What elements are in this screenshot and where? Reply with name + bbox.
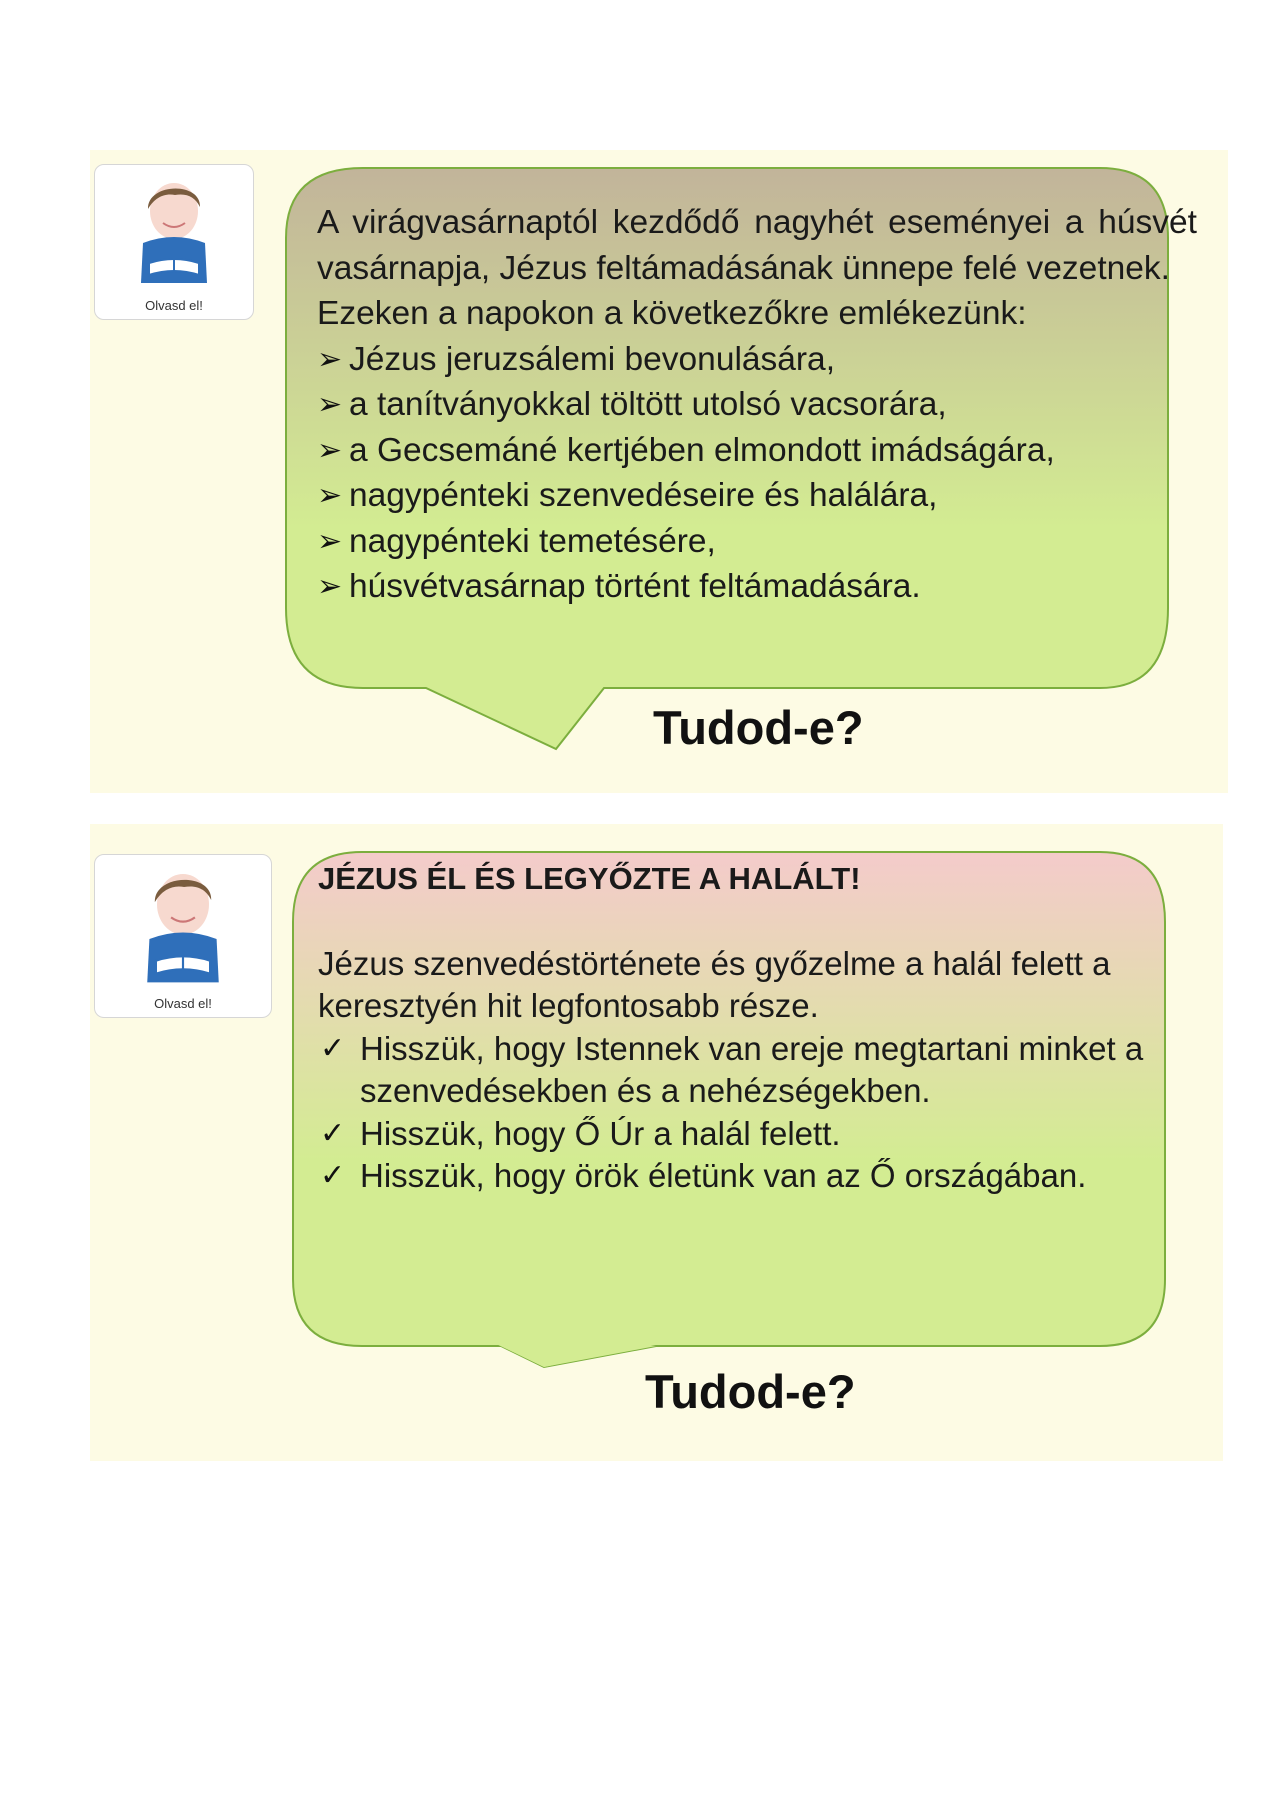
info-card-holy-week — [90, 150, 1228, 793]
did-you-know-caption: Tudod-e? — [645, 1365, 856, 1418]
event-list — [317, 337, 1197, 610]
bubble-heading: JÉZUS ÉL ÉS LEGYŐZTE A HALÁLT! — [318, 861, 861, 896]
list-item: ✓ Hisszük, hogy Ő Úr a halál felett. — [318, 1113, 1158, 1156]
lead-text: Ezeken a napokon a következőkre emlékezünk: — [317, 295, 1027, 332]
list-item: ➢ a Gecsemáné kertjében elmondott imádságára, — [317, 428, 1197, 474]
list-item: ✓ Hisszük, hogy Istennek van ereje megtartani minket a szenvedésekben és a nehézségekben. — [320, 1029, 1144, 1109]
checkmark-icon: ✓ — [320, 1031, 346, 1065]
arrow-bullet-icon: ➢ — [317, 479, 343, 512]
arrow-bullet-icon: ➢ — [317, 342, 343, 376]
intro-text: Jézus szenvedéstörténete és győzelme a halál felett a keresztyén hit legfontosabb része. — [318, 944, 1111, 1024]
checkmark-icon: ✓ — [320, 1159, 346, 1192]
list-item: ➢ nagypénteki temetésére, — [317, 519, 1197, 565]
arrow-bullet-icon: ➢ — [317, 570, 343, 603]
arrow-bullet-icon: ➢ — [317, 388, 343, 421]
arrow-bullet-icon: ➢ — [317, 524, 343, 558]
list-item: ➢ a tanítványokkal töltött utolsó vacsorára, — [317, 382, 1197, 428]
belief-list — [318, 1028, 1158, 1198]
list-item: ➢ Jézus jeruzsálemi bevonulására, — [317, 337, 1197, 383]
arrow-bullet-icon: ➢ — [317, 433, 343, 467]
bubble-content — [318, 858, 1158, 1198]
bubble-content — [317, 200, 1197, 610]
list-item: ➢ húsvétvasárnap történt feltámadására. — [317, 564, 1197, 610]
icon-label: Olvasd el! — [154, 996, 212, 1011]
did-you-know-caption: Tudod-e? — [653, 701, 864, 754]
intro-text: A virágvasárnaptól kezdődő nagyhét eseményei a húsvét vasárnapja, Jézus feltámadásának ünnepe felé vezetnek. — [317, 204, 1197, 287]
checkmark-icon: ✓ — [320, 1116, 346, 1150]
info-card-jesus-lives — [90, 824, 1223, 1461]
list-item: ✓ Hisszük, hogy örök életünk van az Ő országában. — [318, 1155, 1158, 1198]
list-item: ➢ nagypénteki szenvedéseire és halálára, — [317, 473, 1197, 519]
icon-label: Olvasd el! — [145, 298, 203, 313]
